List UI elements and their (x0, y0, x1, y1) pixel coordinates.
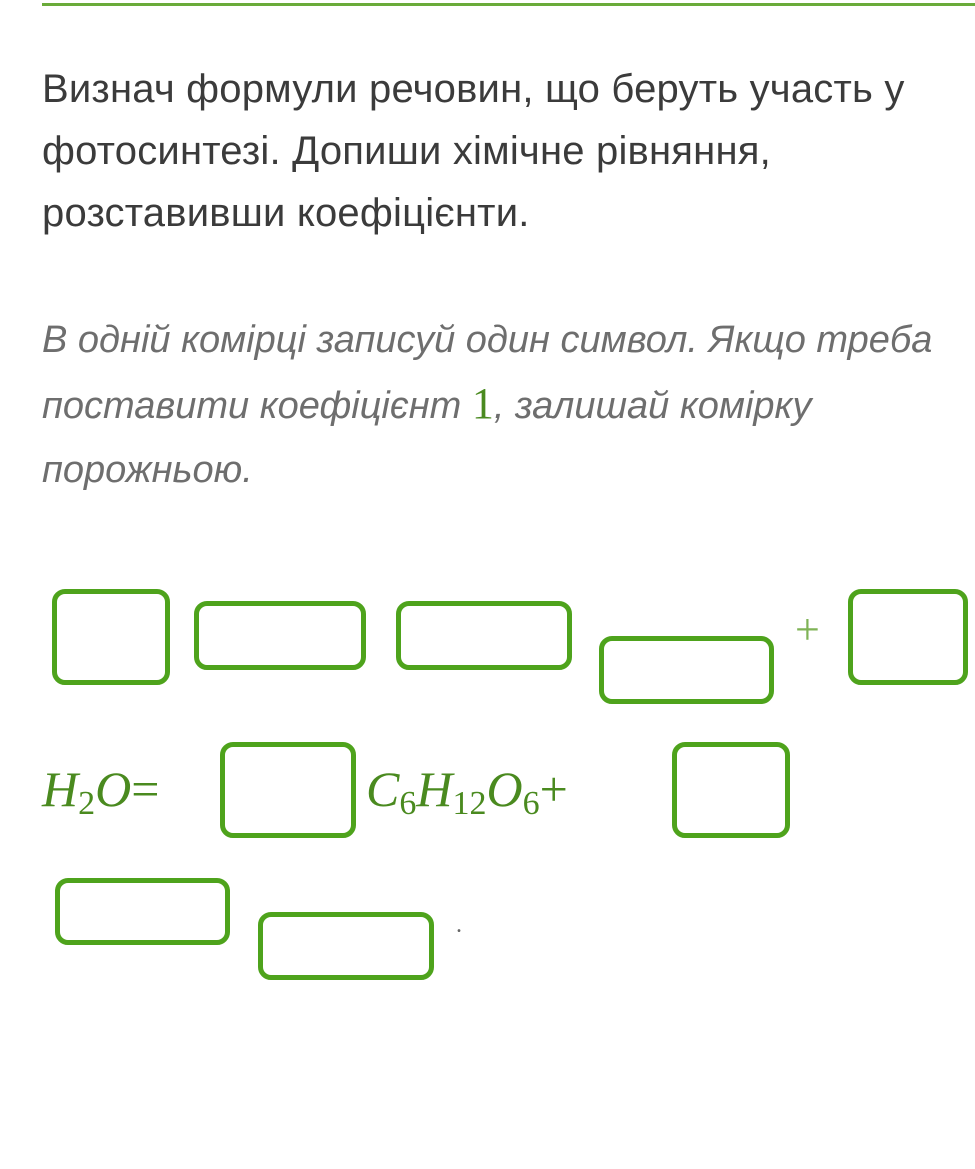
equation-end-dot: . (456, 912, 462, 938)
formula-cell-index[interactable] (599, 636, 774, 704)
hint-line-2-end: , залишай комірку (493, 385, 812, 427)
top-divider (42, 3, 975, 6)
equals-sign: = (131, 761, 160, 817)
hydrogen-symbol: H (42, 761, 79, 817)
glucose-hydrogen-symbol: H (416, 761, 453, 817)
formula-cell-product-element[interactable] (55, 878, 230, 945)
coefficient-cell-glucose[interactable] (220, 742, 356, 838)
oxygen-index: 6 (522, 785, 540, 822)
task-statement (42, 58, 962, 244)
formula-cell-element-2[interactable] (396, 601, 572, 670)
task-line-3: розставивши коефіцієнти. (42, 191, 530, 235)
coefficient-cell-o2[interactable] (672, 742, 790, 838)
glucose-formula (366, 760, 568, 822)
plus-sign-2: + (539, 761, 568, 817)
task-line-1: Визнач формули речовин, що беруть участь у (42, 67, 905, 111)
coefficient-cell-co2[interactable] (52, 589, 170, 685)
hint-line-3: порожньою. (42, 449, 253, 491)
water-formula (42, 760, 160, 822)
hint-line-1: В одній комірці записуй один символ. Якщо треба (42, 319, 933, 361)
hydrogen-index: 12 (452, 785, 487, 822)
oxygen-symbol: O (95, 761, 132, 817)
hint-number: 1 (471, 379, 494, 428)
task-line-2: фотосинтезі. Допиши хімічне рівняння, (42, 129, 771, 173)
formula-cell-product-index[interactable] (258, 912, 434, 980)
glucose-oxygen-symbol: O (486, 761, 523, 817)
carbon-index: 6 (399, 785, 417, 822)
formula-cell-element-1[interactable] (194, 601, 366, 670)
carbon-symbol: C (366, 761, 400, 817)
coefficient-cell-h2o[interactable] (848, 589, 968, 685)
water-index: 2 (78, 785, 96, 822)
plus-sign-1: + (795, 605, 820, 654)
task-hint (42, 308, 975, 502)
hint-line-2-start: поставити коефіцієнт (42, 385, 472, 427)
